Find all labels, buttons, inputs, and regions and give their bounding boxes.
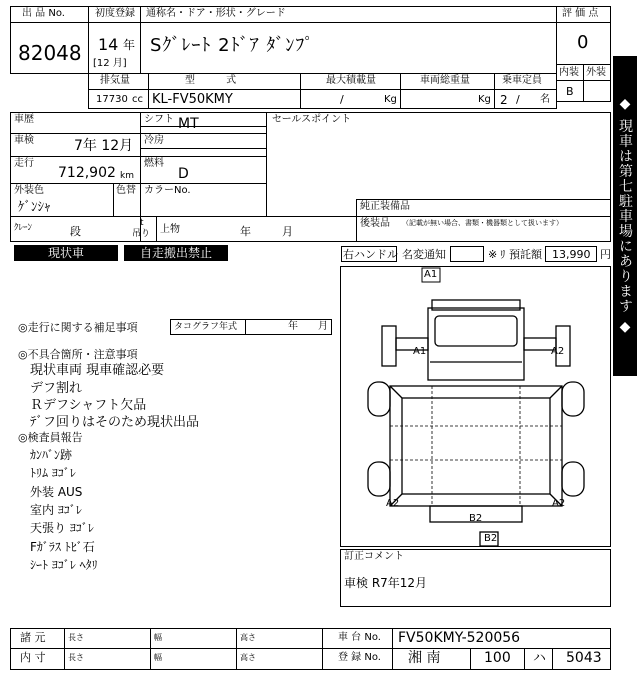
- capacity-label: 乗車定員: [502, 75, 542, 86]
- model-header: 通称名・ドア・形状・グレード: [146, 8, 286, 19]
- inspector-line: ｼｰﾄ ﾖｺﾞﾚ ﾍﾀﾘ: [30, 558, 98, 572]
- first-reg-year: 14: [98, 35, 119, 54]
- interior-label: 内装: [559, 67, 579, 78]
- inspection-label: 車検: [14, 135, 34, 146]
- inspector-title: ◎検査員報告: [18, 431, 83, 444]
- sales-point-label: セールスポイント: [272, 114, 352, 125]
- type-value: KL-FV50KMY: [152, 92, 233, 107]
- height-label: 高さ: [240, 633, 256, 642]
- color-sign-label: 色替: [116, 185, 136, 196]
- no-self-drive-badge: 自走搬出禁止: [124, 245, 228, 261]
- inspection-value: 7年 12月: [74, 138, 134, 154]
- max-load-slash: /: [340, 93, 344, 106]
- damage-mark-b2-bottom: B2: [484, 533, 498, 544]
- name-change-label: 名変通知: [402, 248, 446, 261]
- plate-class: 100: [484, 650, 511, 666]
- defect-line: 現状車両 現車確認必要: [30, 363, 165, 378]
- recycle-prefix: ※: [488, 248, 498, 261]
- lot-label: 出 品 No.: [22, 8, 65, 19]
- inspector-line: ﾄﾘﾑ ﾖｺﾞﾚ: [30, 466, 76, 480]
- defect-line: Ｒデフシャフト欠品: [30, 398, 147, 413]
- upper-month-unit: 月: [282, 225, 293, 238]
- max-load-label: 最大積載量: [326, 75, 376, 86]
- recycle-label: ﾘ 預託額: [500, 248, 542, 261]
- color-value: ｹﾞﾝｼｬ: [18, 200, 51, 215]
- capacity-value: 2: [500, 93, 508, 107]
- plate-label: 登 録 No.: [338, 652, 381, 663]
- dims-label: 諸 元: [20, 631, 46, 644]
- color-label: 外装色: [14, 185, 44, 196]
- first-reg-label: 初度登録: [95, 8, 135, 19]
- damage-mark-a1: A1: [413, 346, 427, 357]
- gross-weight-label: 車両総重量: [420, 75, 470, 86]
- inspector-line: ｶﾝﾊﾞﾝ跡: [30, 448, 73, 462]
- max-load-unit: Kg: [384, 94, 397, 105]
- inside-width-label: 幅: [154, 653, 162, 662]
- footer-frame: [10, 628, 611, 670]
- length-label: 長さ: [68, 633, 84, 642]
- review-comment-text: 車検 R7年12月: [344, 576, 428, 590]
- inspector-line: Fｶﾞﾗｽ ﾄﾋﾞ石: [30, 540, 95, 554]
- current-vehicle-badge: 現状車: [14, 245, 118, 261]
- recycle-amount: 13,990: [552, 248, 591, 261]
- year-unit: 年: [123, 38, 136, 52]
- damage-mark-a2-left: A2: [386, 498, 400, 509]
- inside-dims-label: 内 寸: [20, 651, 46, 664]
- color-no-label: カラーNo.: [144, 185, 191, 196]
- crane-ton-label: t: [140, 218, 144, 228]
- name-change-box: [450, 246, 484, 262]
- damage-mark-a2-rear: A2: [552, 498, 566, 509]
- mileage-label: 走行: [14, 158, 34, 169]
- defect-line: ﾃﾞフ回りはそのため現状出品: [30, 415, 200, 430]
- upper-label: 上物: [160, 224, 180, 235]
- upper-year-unit: 年: [240, 225, 251, 238]
- tachograph-month: 月: [318, 321, 328, 332]
- mileage-unit: km: [120, 171, 134, 181]
- crane-hook-label: 吊り: [132, 229, 151, 239]
- inspector-line: 外装 AUS: [30, 485, 83, 499]
- inspector-line: 天張り ﾖｺﾞﾚ: [30, 521, 94, 535]
- capacity-slash: /: [516, 93, 520, 106]
- aftermarket-label: 後装品: [360, 218, 390, 229]
- capacity-unit: 名: [540, 94, 550, 105]
- model-name: Sｸﾞﾚｰﾄ 2ﾄﾞｱ ﾀﾞﾝﾌﾟ: [150, 35, 315, 56]
- aircon-label: 冷房: [144, 135, 164, 146]
- review-comment-label: 訂正コメント: [344, 551, 404, 562]
- gross-weight-unit: Kg: [478, 94, 491, 105]
- tachograph-label: タコグラフ年式: [174, 322, 238, 332]
- type-label: 型 式: [185, 75, 251, 86]
- parking-location-banner: ◆ 現車は第七駐車場にあります ◆: [613, 56, 637, 376]
- displacement-label: 排気量: [100, 75, 130, 86]
- plate-area: 湘 南: [408, 650, 441, 666]
- chassis-label: 車 台 No.: [338, 632, 381, 643]
- fuel-value: D: [178, 166, 189, 182]
- aftermarket-note: （記載が無い場合、書類・機器類として扱います）: [402, 219, 563, 227]
- tachograph-year: 年: [288, 321, 298, 332]
- damage-mark-a2-right: A2: [551, 346, 565, 357]
- score-label: 評 価 点: [562, 8, 599, 19]
- plate-number: 5043: [566, 650, 602, 666]
- exterior-label: 外装: [586, 67, 606, 78]
- mileage-value: 712,902: [58, 165, 116, 181]
- fuel-label: 燃料: [144, 158, 164, 169]
- truck-diagram: [340, 266, 611, 547]
- right-handle-label: 右ハンドル: [343, 248, 398, 261]
- first-reg-month: [12 月]: [93, 58, 127, 69]
- displacement-value: 17730: [96, 94, 128, 105]
- displacement-unit: cc: [132, 94, 143, 105]
- genuine-equipment-label: 純正装備品: [360, 201, 410, 212]
- width-label: 幅: [154, 633, 162, 642]
- damage-mark-a1-top: A1: [424, 269, 438, 280]
- recycle-unit: 円: [600, 248, 611, 261]
- defect-line: デフ割れ: [30, 381, 83, 396]
- defects-title: ◎不具合箇所・注意事項: [18, 348, 138, 361]
- crane-stage-label: 段: [70, 225, 81, 238]
- inside-length-label: 長さ: [68, 653, 84, 662]
- plate-kana: ハ: [533, 651, 547, 666]
- driving-notes-label: ◎走行に関する補足事項: [18, 321, 138, 334]
- damage-mark-b2: B2: [469, 513, 483, 524]
- lot-number: 82048: [18, 41, 82, 65]
- interior-grade: B: [566, 85, 574, 98]
- score-value: 0: [577, 32, 589, 53]
- inspector-line: 室内 ﾖｺﾞﾚ: [30, 503, 82, 517]
- inside-height-label: 高さ: [240, 653, 256, 662]
- shift-label: シフト: [144, 114, 174, 125]
- crane-label: ｸﾚｰﾝ: [14, 223, 33, 233]
- chassis-number: FV50KMY-520056: [398, 630, 521, 646]
- shift-value: MT: [178, 116, 199, 132]
- history-label: 車歴: [14, 114, 34, 125]
